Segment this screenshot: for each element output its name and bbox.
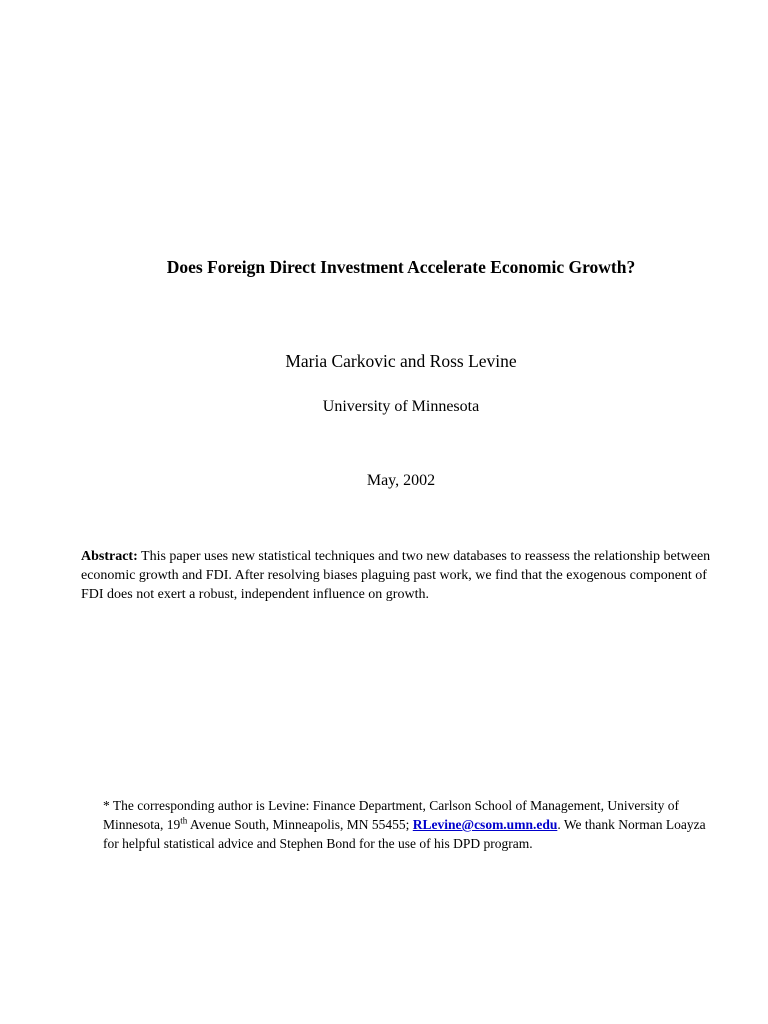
footnote-ordinal-suffix: th (180, 815, 188, 826)
footnote-text-part3: . We thank Norman Loayza for helpful statistical advice and Stephen Bond for the use of his DPD program. (103, 817, 706, 851)
abstract-text: This paper uses new statistical techniques and two new databases to reassess the relationship between economic growth and FDI. After resolving biases plaguing past work, we find that the exogenous component of FDI does not exert a robust, independent influence on growth. (81, 549, 711, 602)
footnote-text-part2: Avenue South, Minneapolis, MN 55455; (187, 817, 413, 832)
abstract-label: Abstract: (81, 549, 138, 564)
abstract (81, 547, 721, 604)
author-affiliation: University of Minnesota (322, 398, 480, 415)
footnote-text-part1: * The corresponding author is Levine: Finance Department, Carlson School of Management, University of Minnesota, 19 (103, 798, 679, 832)
publication-date: May, 2002 (366, 472, 436, 489)
corresponding-author-footnote (103, 796, 723, 853)
paper-title: Does Foreign Direct Investment Accelerate Economic Growth? (166, 257, 636, 277)
author-email-link[interactable]: RLevine@csom.umn.edu (412, 817, 558, 832)
paper-authors: Maria Carkovic and Ross Levine (285, 351, 517, 371)
